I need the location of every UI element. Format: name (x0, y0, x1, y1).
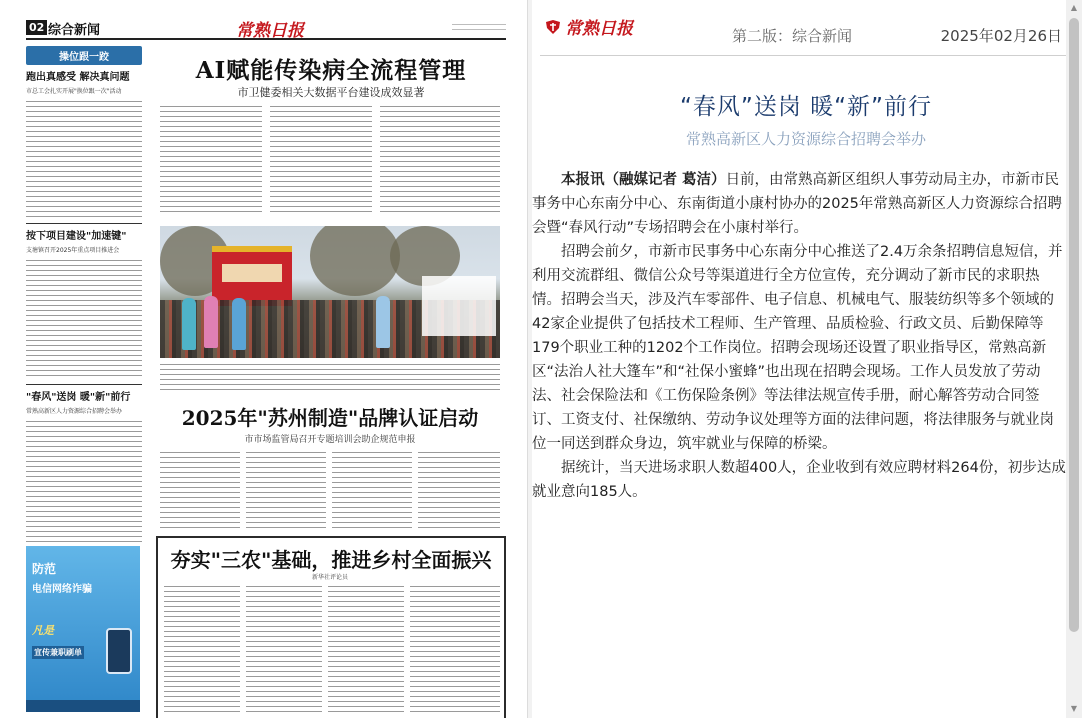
story-subhead: 常熟高新区人力资源综合招聘会举办 (26, 408, 123, 415)
page-logo: 常熟日报 (236, 21, 304, 41)
edition-label: 第二版：综合新闻 (732, 27, 853, 45)
commentary-body-col (164, 584, 240, 714)
photo-performer (232, 298, 246, 350)
article-paragraph: 据统计，当天进场求职人数超400人，企业收到有效应聘材料264份，初步达成就业意向185人。 (532, 460, 1066, 500)
main-body-col (160, 104, 262, 216)
left-news-column (26, 46, 142, 543)
article-body (532, 168, 1068, 504)
article-subtitle: 常熟高新区人力资源综合招聘会举办 (685, 130, 926, 148)
subhead-3: 新华社评论员 (311, 574, 348, 581)
newspaper-logo-icon (544, 18, 562, 36)
divider (26, 223, 142, 224)
logo-text: 常熟日报 (565, 19, 633, 39)
photo-banner (222, 264, 282, 282)
main-subhead: 市卫健委相关大数据平台建设成效显著 (237, 86, 425, 99)
photo-text (160, 362, 500, 392)
news-photo[interactable] (160, 226, 500, 358)
main-body-col (270, 104, 372, 216)
photo-performer (376, 296, 390, 348)
story-body-text (26, 99, 142, 217)
commentary-body-col (328, 584, 404, 714)
commentary-body-col (246, 584, 322, 714)
issue-date: 2025年02月26日 (940, 27, 1062, 45)
article-title: “春风”送岗 暖“新”前行 (680, 94, 932, 120)
main-body-col (380, 104, 500, 216)
photo-tree (310, 226, 400, 296)
photo-performer (204, 296, 218, 348)
column-tag: 操位跟一跤 (26, 46, 142, 65)
phone-icon (106, 628, 132, 674)
article-paragraph-text: 日前，由常熟高新区组织人事劳动局主办，市新市民事务中心东南分中心、东南街道小康村协办的2025年常熟高新区人力资源综合招聘会暨“春风行动”专场招聘会在小康村举行。 (532, 172, 1062, 236)
story-headline[interactable]: 跑出真感受 解决真问题 (26, 72, 130, 83)
story-subhead: 市总工会扎实开展"换位跟一次"活动 (26, 88, 122, 95)
newspaper-page-thumbnail[interactable] (0, 0, 528, 718)
ad-slogan: 凡是 (32, 624, 54, 637)
story-headline[interactable]: 按下项目建设"加速键" (26, 231, 127, 242)
story-body-text (26, 258, 142, 378)
scroll-down-arrow[interactable]: ▼ (1070, 704, 1078, 713)
story-body-text (26, 419, 142, 543)
divider (26, 384, 142, 385)
scrollbar-thumb[interactable] (1069, 18, 1079, 632)
page-header-strip (26, 18, 506, 40)
headline-2[interactable]: 2025年"苏州制造"品牌认证启动 (181, 406, 479, 430)
story2-body-col (418, 450, 500, 528)
commentary-body-col (410, 584, 500, 714)
ad-title: 防范 (32, 562, 57, 576)
page-section-label: 综合新闻 (48, 23, 101, 38)
ad-footer (26, 700, 140, 712)
story2-body-col (332, 450, 412, 528)
ad-subtitle: 电信网络诈骗 (32, 584, 92, 595)
story2-body-col (246, 450, 326, 528)
main-headline[interactable]: AI赋能传染病全流程管理 (195, 57, 467, 84)
article-paragraph: 招聘会前夕，市新市民事务中心东南分中心推送了2.4万余条招聘信息短信，并利用交流群组、微信公众号等渠道进行全方位宣传，充分调动了新市民的求职热情。招聘会当天，涉及汽车零部件、电子信息、机械电气、服装纺织等多个领域的42家企业提供了包括技术工程师、生产管理、品质检验、行政文员、后勤保障等179个职业工种的1202个工作岗位。招聘会现场还设置了职业指导区，常熟高新区“法治人社大篷车”和“社保小蜜蜂”也出现在招聘会现场。工作人员发放了劳动法、社会保险法和《工伤保险条例》等法律法规宣传手册，耐心解答劳动合同签订、工资支付、社保缴纳、劳动争议处理等方面的法律问题，将法律服务与就业岗位一同送到群众身边，筑牢就业与保障的桥梁。 (532, 244, 1063, 452)
anti-fraud-ad[interactable] (26, 546, 140, 712)
subhead-2: 市市场监管局召开专题培训会助企规范申报 (244, 435, 416, 445)
page-date-line (452, 22, 506, 32)
story-subhead: 支塘镇召开2025年重点项目推进会 (26, 247, 120, 254)
photo-caption (422, 276, 496, 336)
article-panel (532, 0, 1082, 718)
article-lead: 本报讯（融媒记者 葛洁） (561, 172, 726, 188)
ad-line: 宣传兼职刷单 (34, 648, 82, 657)
story2-body-col (160, 450, 240, 528)
page-number: 02 (26, 20, 47, 35)
photo-performer (182, 298, 196, 350)
header-divider (540, 55, 1074, 56)
scroll-up-arrow[interactable]: ▲ (1070, 3, 1078, 12)
article-logo[interactable] (544, 14, 633, 39)
headline-3[interactable]: 夯实"三农"基础，推进乡村全面振兴 (170, 548, 492, 572)
story-headline-active[interactable]: "春风"送岗 暖"新"前行 (26, 392, 131, 403)
article-paragraph (532, 168, 1068, 240)
